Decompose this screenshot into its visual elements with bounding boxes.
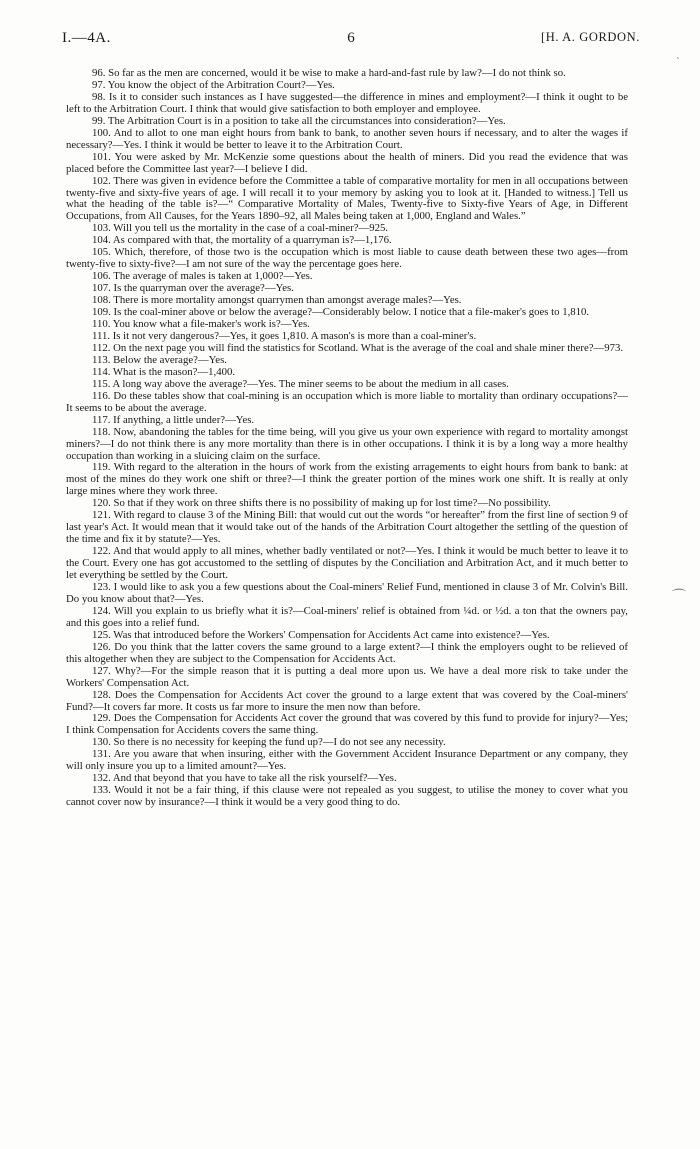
- question-paragraph: 109. Is the coal-miner above or below the average?—Considerably below. I notice that a file-maker's goes to 1,810.: [92, 306, 590, 319]
- question-paragraph: 131. Are you aware that when insuring, either with the Government Accident Insurance Department or any company, they will only insure you up to a limited amount?—Yes.: [66, 748, 628, 773]
- question-paragraph: 114. What is the mason?—1,400.: [92, 365, 236, 378]
- question-paragraph: 101. You were asked by Mr. McKenzie some questions about the health of miners. Did you read the evidence that was placed before the Committee last year?—I believe I did.: [66, 150, 628, 175]
- question-paragraph: 133. Would it not be a fair thing, if this clause were not repealed as you suggest, to utilise the money to cover what you cannot cover now by insurance?—I think it would be a very good thing to do.: [66, 784, 628, 809]
- margin-scan-mark: ⌒: [672, 589, 686, 605]
- question-paragraph: 116. Do these tables show that coal-mining is an occupation which is more liable to mortality than ordinary occupations?—It seems to be about the average.: [66, 389, 628, 414]
- question-paragraph: 105. Which, therefore, of those two is the occupation which is most liable to cause death between these two ages—from twenty-five to sixty-five?—I am not sure of the way the percentage goes here.: [66, 246, 628, 271]
- question-paragraph: 100. And to allot to one man eight hours from bank to bank, to another seven hours if necessary, and to alter the wages if necessary?—Yes. I think it would be better to leave it to the Arbitration Court.: [66, 126, 628, 151]
- question-paragraph: 108. There is more mortality amongst quarrymen than amongst average males?—Yes.: [92, 294, 462, 307]
- question-paragraph: 119. With regard to the alteration in the hours of work from the existing arragements to eight hours from bank to bank: at most of the mines do they work one shift or three?—I think the greater portion of the mines work one shift. It is really at only large mines where they work three.: [66, 461, 628, 498]
- page-header: [62, 30, 640, 50]
- question-paragraph: 106. The average of males is taken at 1,000?—Yes.: [92, 270, 313, 283]
- question-paragraph: 112. On the next page you will find the statistics for Scotland. What is the average of the coal and shale miner there?—973.: [92, 341, 624, 354]
- page-number: 6: [347, 30, 355, 46]
- question-paragraph: 129. Does the Compensation for Accidents Act cover the ground that was covered by this fund to provide for injury?—Yes; I think Compensation for Accidents covers the same thing.: [66, 712, 628, 737]
- question-paragraph: 120. So that if they work on three shifts there is no possibility of making up for lost time?—No possibility.: [92, 497, 551, 510]
- question-paragraph: 122. And that would apply to all mines, whether badly ventilated or not?—Yes. I think it would be much better to leave it to the Court. Every one has got accustomed to the settling of disputes by the Conciliation and Arbitration Act, and it much better to let everything be settled by the Court.: [66, 545, 628, 582]
- question-paragraph: 111. Is it not very dangerous?—Yes, it goes 1,810. A mason's is more than a coal-miner's.: [92, 329, 477, 342]
- question-paragraph: 102. There was given in evidence before the Committee a table of comparative mortality for men in all occupations between twenty-five and sixty-five years of age. I will recall it to your memory by asking you to look at it. [Handed to witness.] Tell us what the heading of the table is?—“ Comparative Mortality of Males, Twenty-five to Sixty-five Years of Age, in Different Occupations, from All Causes, for the Years 1890–92, all Males being taken at 1,000, England and Wales.”: [66, 174, 628, 223]
- question-paragraph: 107. Is the quarryman over the average?—Yes.: [92, 282, 294, 295]
- question-paragraph: 121. With regard to clause 3 of the Mining Bill: that would cut out the words “or hereafter” from the first line of section 9 of last year's Act. It would mean that it would take out of the hands of the Arbitration Court altogether the settling of the question of the time and fix it by statute?—Yes.: [66, 509, 628, 546]
- witness-name: [H. A. GORDON.: [540, 30, 640, 44]
- question-paragraph: 132. And that beyond that you have to take all the risk yourself?—Yes.: [92, 772, 397, 785]
- question-paragraph: 128. Does the Compensation for Accidents Act cover the ground to a large extent that was covered by the Coal-miners' Fund?—It covers far more. It costs us far more to insure the men now than before.: [66, 688, 628, 713]
- question-paragraph: 124. Will you explain to us briefly what it is?—Coal-miners' relief is obtained from ¼d. or ½d. a ton that the owners pay, and this goes into a relief fund.: [66, 604, 628, 629]
- question-paragraph: 104. As compared with that, the mortality of a quarryman is?—1,176.: [92, 234, 392, 247]
- question-paragraph: 125. Was that introduced before the Workers' Compensation for Accidents Act came into existence?—Yes.: [92, 628, 550, 641]
- question-paragraph: 103. Will you tell us the mortality in the case of a coal-miner?—925.: [92, 222, 389, 235]
- margin-tick-mark: ˎ: [676, 50, 681, 60]
- question-paragraph: 127. Why?—For the simple reason that it is putting a deal more upon us. We have a deal more risk to take under the Workers' Compensation Act.: [66, 664, 628, 689]
- question-paragraph: 98. Is it to consider such instances as I have suggested—the difference in mines and employment?—I think it ought to be left to the Arbitration Court. I think that would give satisfaction to both employer and employee.: [66, 90, 628, 115]
- question-paragraph: 97. You know the object of the Arbitration Court?—Yes.: [92, 78, 335, 91]
- question-paragraph: 96. So far as the men are concerned, would it be wise to make a hard-and-fast rule by law?—I do not think so.: [92, 67, 566, 79]
- page-body: [66, 68, 628, 809]
- question-paragraph: 118. Now, abandoning the tables for the time being, will you give us your own experience with regard to mortality amongst miners?—I do not think there is any more mortality than there is in other occupations. I think it is by a long way a more healthy occupation than working in a sluicing claim on the surface.: [66, 425, 628, 462]
- question-paragraph: 126. Do you think that the latter covers the same ground to a large extent?—I think the employers ought to be relieved of this altogether when they are subject to the Compensation for Accidents Act.: [66, 640, 628, 665]
- question-paragraph: 123. I would like to ask you a few questions about the Coal-miners' Relief Fund, mentioned in clause 3 of Mr. Colvin's Bill. Do you know about that?—Yes.: [66, 580, 628, 605]
- question-paragraph: 110. You know what a file-maker's work is?—Yes.: [92, 318, 310, 331]
- question-paragraph: 113. Below the average?—Yes.: [92, 353, 227, 366]
- paper-reference: I.—4A.: [62, 30, 111, 46]
- question-paragraph: 130. So there is no necessity for keeping the fund up?—I do not see any necessity.: [92, 736, 446, 749]
- question-paragraph: 99. The Arbitration Court is in a position to take all the circumstances into consideration?—Yes.: [92, 114, 506, 127]
- question-paragraph: 117. If anything, a little under?—Yes.: [92, 413, 255, 426]
- question-paragraph: 115. A long way above the average?—Yes. The miner seems to be about the medium in all cases.: [92, 377, 509, 390]
